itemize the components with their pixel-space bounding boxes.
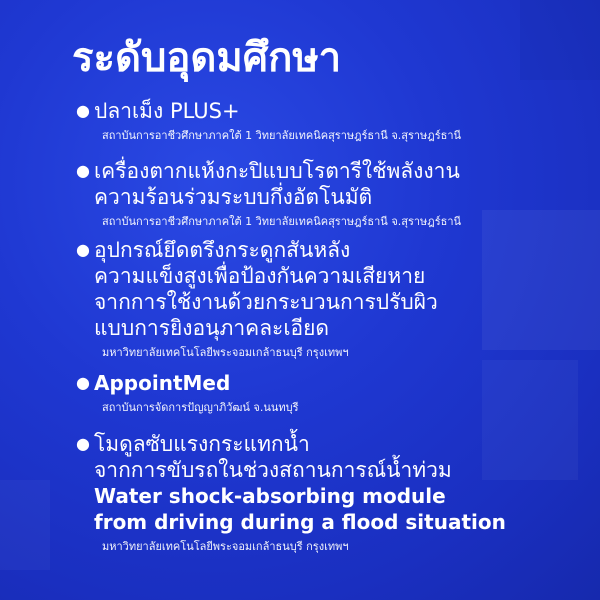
list-item xyxy=(76,237,586,360)
item-institution: มหาวิทยาลัยเทคโนโลยีพระจอมเกล้าธนบุรี กรุงเทพฯ xyxy=(102,346,349,359)
item-title-line: AppointMed xyxy=(94,371,231,395)
item-title-line: แบบการยิงอนุภาคละเอียด xyxy=(94,316,330,340)
bullet-icon: ● xyxy=(76,373,90,392)
list-item xyxy=(76,370,586,415)
bullet-icon: ● xyxy=(76,240,90,259)
item-title-line: จากการขับรถในช่วงสถานการณ์น้ำท่วม xyxy=(94,458,452,482)
bullet-icon: ● xyxy=(76,161,90,180)
item-title-line: โมดูลซับแรงกระแทกน้ำ xyxy=(94,432,310,456)
page-title: ระดับอุดมศึกษา xyxy=(72,35,342,81)
item-institution: มหาวิทยาลัยเทคโนโลยีพระจอมเกล้าธนบุรี กรุงเทพฯ xyxy=(102,540,349,553)
item-title-line: ความร้อนร่วมระบบกึ่งอัตโนมัติ xyxy=(94,185,373,209)
item-title-line: ปลาเม็ง PLUS+ xyxy=(94,99,240,123)
list-item xyxy=(76,158,586,229)
item-institution: สถาบันการจัดการปัญญาภิวัฒน์ จ.นนทบุรี xyxy=(102,401,299,414)
item-institution: สถาบันการอาชีวศึกษาภาคใต้ 1 วิทยาลัยเทคนิคสุราษฎร์ธานี จ.สุราษฎร์ธานี xyxy=(102,215,462,228)
item-title-line: Water shock-absorbing module xyxy=(94,484,446,508)
background-panel xyxy=(520,0,600,80)
background-panel xyxy=(0,480,50,570)
item-title-line: เครื่องตากแห้งกะปิแบบโรตารีใช้พลังงาน xyxy=(94,159,460,183)
bullet-icon: ● xyxy=(76,434,90,453)
item-title-line: อุปกรณ์ยึดตรึงกระดูกสันหลัง xyxy=(94,238,351,262)
list-item xyxy=(76,431,586,554)
bullet-icon: ● xyxy=(76,101,90,120)
item-title-line: from driving during a flood situation xyxy=(94,510,506,534)
item-institution: สถาบันการอาชีวศึกษาภาคใต้ 1 วิทยาลัยเทคนิคสุราษฎร์ธานี จ.สุราษฎร์ธานี xyxy=(102,129,462,142)
item-title-line: จากการใช้งานด้วยกระบวนการปรับผิว xyxy=(94,290,438,314)
item-title-line: ความแข็งสูงเพื่อป้องกันความเสียหาย xyxy=(94,264,426,288)
list-item xyxy=(76,98,586,143)
